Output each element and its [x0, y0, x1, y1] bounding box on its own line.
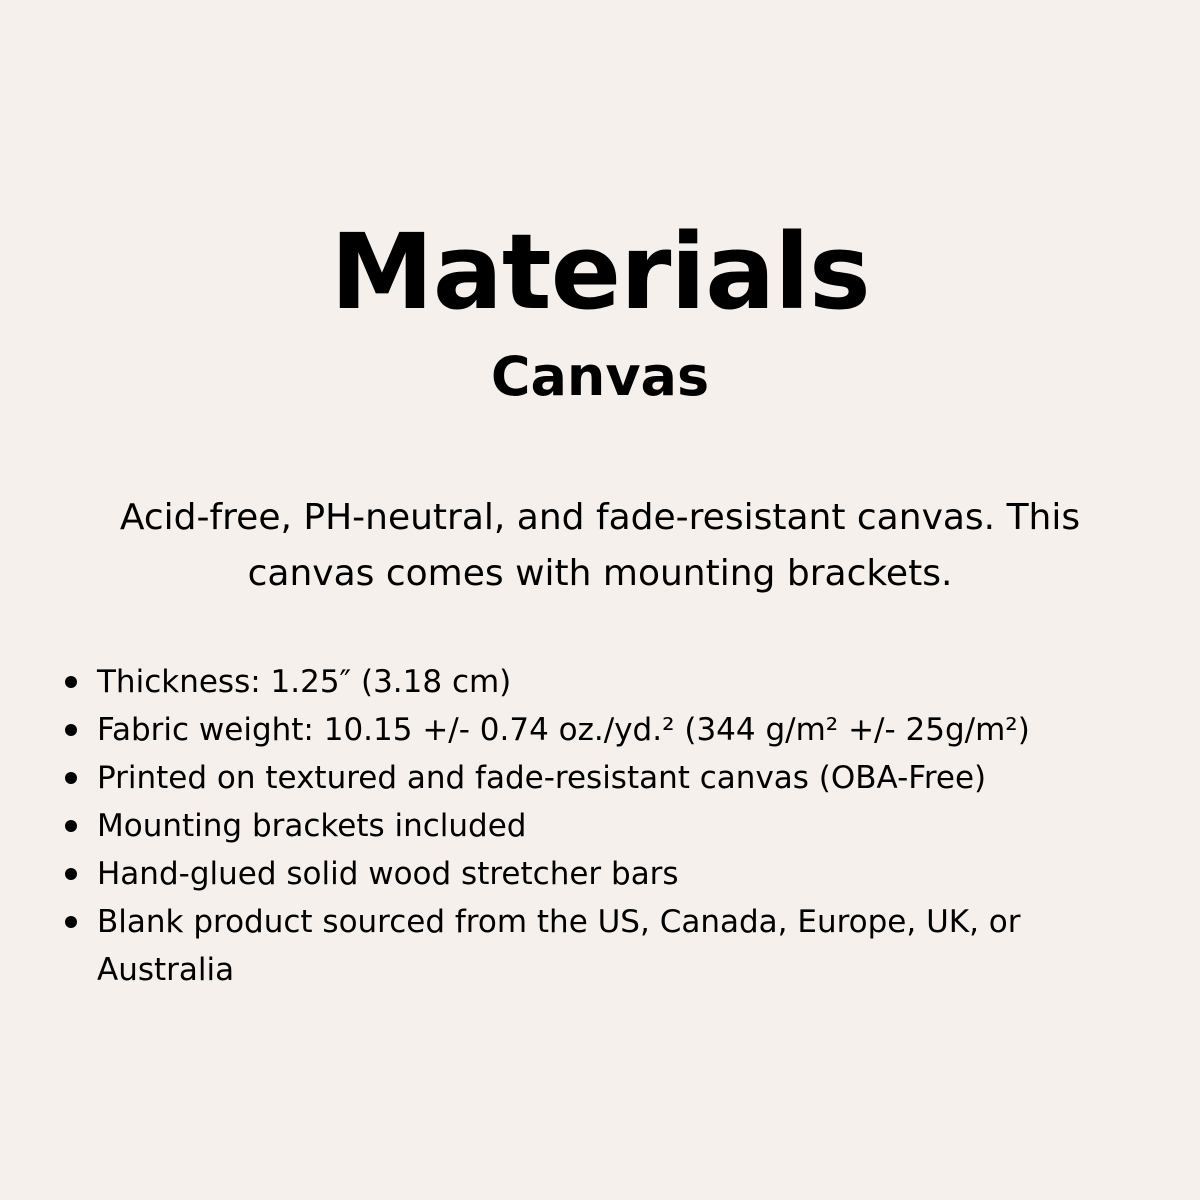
- product-description: Acid-free, PH-neutral, and fade-resistant canvas. This canvas comes with mounting brackets.: [119, 497, 1081, 594]
- bullet-icon: [65, 772, 77, 784]
- bullet-icon: [65, 724, 77, 736]
- features-list: [60, 658, 1120, 994]
- list-item: [60, 658, 1120, 706]
- bullet-icon: [65, 820, 77, 832]
- page-subtitle: Canvas: [490, 345, 710, 408]
- bullet-icon: [65, 676, 77, 688]
- list-item-text: Hand-glued solid wood stretcher bars: [97, 856, 679, 892]
- page-title: Materials: [330, 211, 870, 333]
- list-item-text: Fabric weight: 10.15 +/- 0.74 oz./yd.² (344 g/m² +/- 25g/m²): [97, 712, 1030, 748]
- list-item: [60, 754, 1120, 802]
- list-item: [60, 706, 1120, 754]
- list-item: [60, 802, 1120, 850]
- bullet-icon: [65, 868, 77, 880]
- list-item: [60, 898, 1120, 994]
- list-item-text: Printed on textured and fade-resistant canvas (OBA-Free): [97, 760, 987, 796]
- bullet-icon: [65, 916, 77, 928]
- list-item-text: Blank product sourced from the US, Canada, Europe, UK, or Australia: [97, 904, 1021, 988]
- list-item-text: Thickness: 1.25″ (3.18 cm): [97, 664, 512, 700]
- list-item: [60, 850, 1120, 898]
- list-item-text: Mounting brackets included: [97, 808, 527, 844]
